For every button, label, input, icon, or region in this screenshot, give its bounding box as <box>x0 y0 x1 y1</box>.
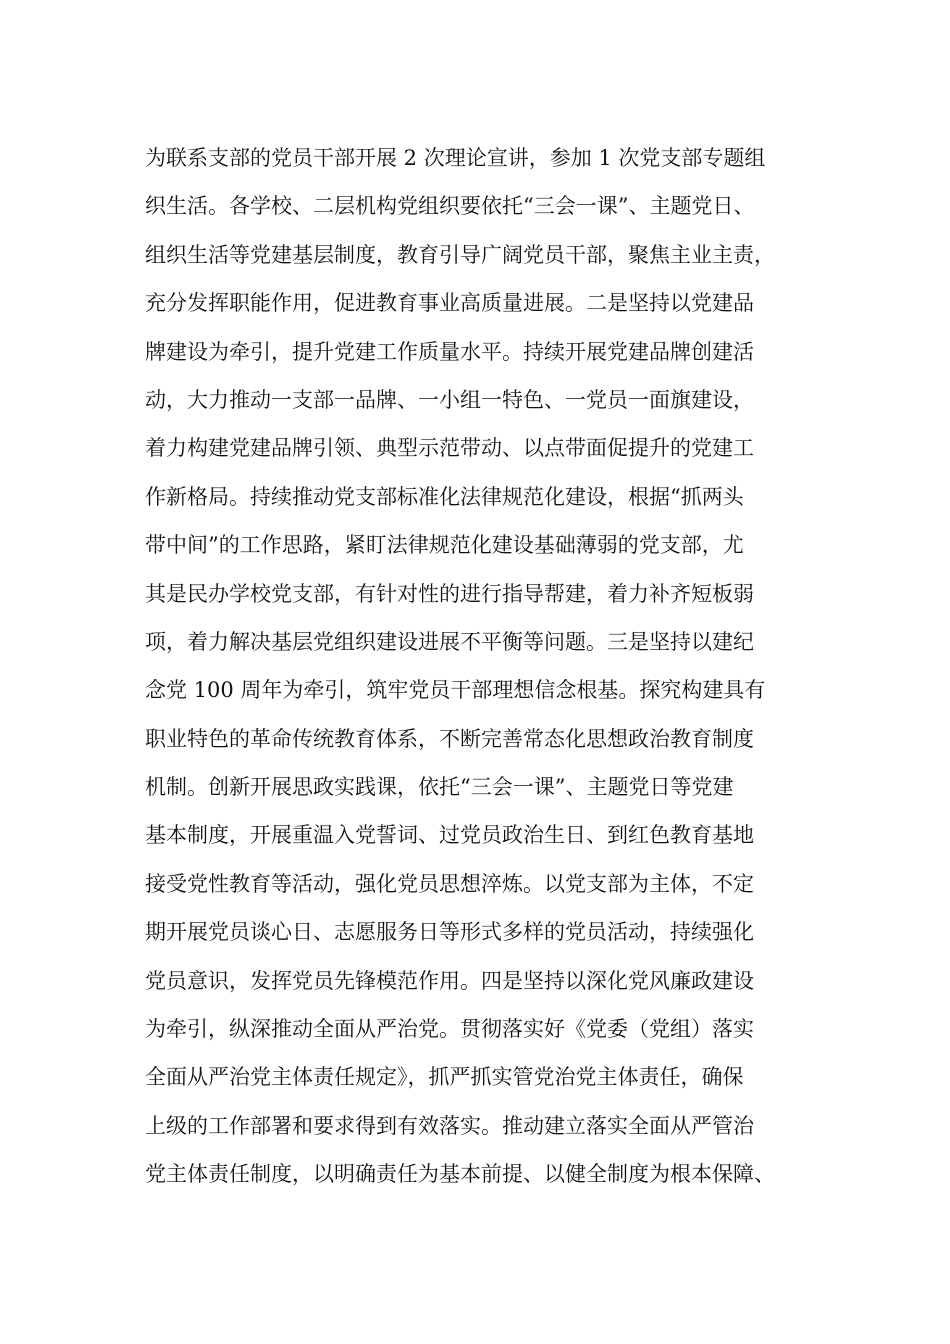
text-line: 念党 100 周年为牵引，筑牢党员干部理想信念根基。探究构建具有 <box>145 678 766 703</box>
text-line: 充分发挥职能作用，促进教育事业高质量进展。二是坚持以党建品 <box>145 291 754 316</box>
text-line: 作新格局。持续推动党支部标准化法律规范化建设，根据“抓两头 <box>145 484 744 509</box>
text-line: 上级的工作部署和要求得到有效落实。推动建立落实全面从严管治 <box>145 1113 754 1138</box>
body-paragraph <box>145 134 835 1199</box>
text-line: 基本制度，开展重温入党誓词、过党员政治生日、到红色教育基地 <box>145 823 754 848</box>
text-line: 项，着力解决基层党组织建设进展不平衡等问题。三是坚持以建纪 <box>145 629 754 654</box>
text-line: 党主体责任制度，以明确责任为基本前提、以健全制度为根本保障、 <box>145 1162 775 1187</box>
text-line: 牌建设为牵引，提升党建工作质量水平。持续开展党建品牌创建活 <box>145 339 754 364</box>
text-line: 带中间”的工作思路，紧盯法律规范化建设基础薄弱的党支部，尤 <box>145 533 744 558</box>
text-line: 全面从严治党主体责任规定》，抓严抓实管党治党主体责任，确保 <box>145 1065 744 1090</box>
text-line: 动，大力推动一支部一品牌、一小组一特色、一党员一面旗建设， <box>145 387 754 412</box>
text-line: 为联系支部的党员干部开展 2 次理论宣讲，参加 1 次党支部专题组 <box>145 146 766 170</box>
text-line: 接受党性教育等活动，强化党员思想淬炼。以党支部为主体，不定 <box>145 871 754 896</box>
text-line: 机制。创新开展思政实践课，依托“三会一课”、主题党日等党建 <box>145 775 734 800</box>
text-line: 其是民办学校党支部，有针对性的进行指导帮建，着力补齐短板弱 <box>145 581 754 606</box>
text-line: 期开展党员谈心日、志愿服务日等形式多样的党员活动，持续强化 <box>145 920 754 945</box>
text-line: 着力构建党建品牌引领、典型示范带动、以点带面促提升的党建工 <box>145 436 754 461</box>
text-line: 织生活。各学校、二层机构党组织要依托“三会一课”、主题党日、 <box>145 194 755 219</box>
text-line: 组织生活等党建基层制度，教育引导广阔党员干部，聚焦主业主责， <box>145 242 775 267</box>
text-line: 职业特色的革命传统教育体系，不断完善常态化思想政治教育制度 <box>145 726 754 751</box>
text-line: 党员意识，发挥党员先锋模范作用。四是坚持以深化党风廉政建设 <box>145 968 754 993</box>
text-line: 为牵引，纵深推动全面从严治党。贯彻落实好《党委（党组）落实 <box>145 1017 754 1042</box>
